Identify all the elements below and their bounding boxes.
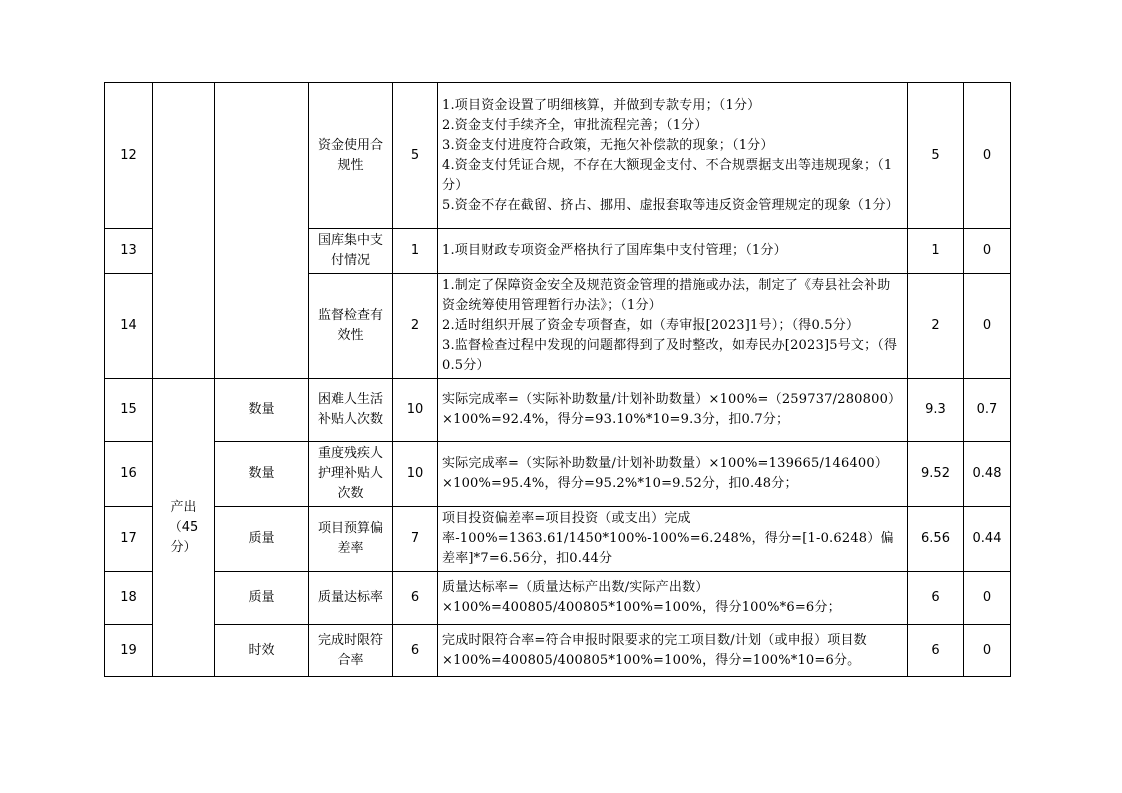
- group-output-unit: 分）: [170, 539, 197, 555]
- weight: 6: [393, 625, 438, 677]
- criteria-line: 5.资金不存在截留、挤占、挪用、虚报套取等违反资金管理规定的现象（1分）: [442, 197, 899, 213]
- criteria-line: 质量达标率=（质量达标产出数/实际产出数）×100%=400805/400805*100%=100%，得分100%*6=6分；: [442, 580, 841, 615]
- group-output-cell: [153, 379, 215, 677]
- table-row: [105, 507, 1011, 572]
- criteria-line: 项目投资偏差率=项目投资（或支出）完成率-100%=1363.61/1450*100%-100%=6.248%，得分=[1-0.6248）偏差率]*7=6.56分，扣0.44分: [442, 511, 894, 566]
- sub-category: 质量: [215, 572, 309, 625]
- criteria-cell: [438, 625, 908, 677]
- indicator-name: 完成时限符合率: [309, 625, 393, 677]
- score: 9.52: [908, 442, 964, 507]
- level1-cell-empty: [153, 83, 215, 379]
- criteria-cell: [438, 274, 908, 379]
- indicator-name: 重度残疾人护理补贴人次数: [309, 442, 393, 507]
- deduction: 0.44: [964, 507, 1011, 572]
- score: 5: [908, 83, 964, 229]
- table-row: [105, 379, 1011, 442]
- table-row: [105, 83, 1011, 229]
- criteria-cell: [438, 507, 908, 572]
- deduction: 0.7: [964, 379, 1011, 442]
- criteria-line: 1.项目财政专项资金严格执行了国库集中支付管理；（1分）: [442, 243, 787, 258]
- criteria-line: 2.适时组织开展了资金专项督查，如（寿审报[2023]1号）；（得0.5分）: [442, 318, 860, 333]
- criteria-line: 4.资金支付凭证合规，不存在大额现金支付、不合规票据支出等违规现象；（1分）: [442, 157, 893, 193]
- score: 6: [908, 572, 964, 625]
- indicator-name: 资金使用合规性: [309, 83, 393, 229]
- criteria-cell: [438, 442, 908, 507]
- deduction: 0.48: [964, 442, 1011, 507]
- criteria-cell: [438, 572, 908, 625]
- row-number: 16: [105, 442, 153, 507]
- group-output-label: 产出: [170, 499, 197, 515]
- criteria-line: 2.资金支付手续齐全，审批流程完善；（1分）: [442, 117, 708, 133]
- score: 6: [908, 625, 964, 677]
- weight: 6: [393, 572, 438, 625]
- weight: 5: [393, 83, 438, 229]
- criteria-line: 1.制定了保障资金安全及规范资金管理的措施或办法，制定了《寿县社会补助资金统筹使用管理暂行办法》；（1分）: [442, 278, 891, 313]
- deduction: 0: [964, 625, 1011, 677]
- criteria-cell: [438, 83, 908, 229]
- deduction: 0: [964, 83, 1011, 229]
- indicator-name: 质量达标率: [309, 572, 393, 625]
- sub-category: 数量: [215, 442, 309, 507]
- weight: 7: [393, 507, 438, 572]
- group-output-points: （45: [168, 519, 199, 535]
- indicator-name: 监督检查有效性: [309, 274, 393, 379]
- row-number: 19: [105, 625, 153, 677]
- weight: 10: [393, 379, 438, 442]
- criteria-line: 实际完成率=（实际补助数量/计划补助数量）×100%=（259737/280800）×100%=92.4%，得分=93.10%*10=9.3分，扣0.7分；: [442, 392, 902, 427]
- deduction: 0: [964, 572, 1011, 625]
- row-number: 18: [105, 572, 153, 625]
- table-row: [105, 442, 1011, 507]
- row-number: 13: [105, 229, 153, 274]
- indicator-name: 国库集中支付情况: [309, 229, 393, 274]
- score: 6.56: [908, 507, 964, 572]
- indicator-name: 困难人生活补贴人次数: [309, 379, 393, 442]
- table-row: [105, 625, 1011, 677]
- row-number: 17: [105, 507, 153, 572]
- row-number: 15: [105, 379, 153, 442]
- evaluation-table: [104, 82, 1011, 677]
- deduction: 0: [964, 229, 1011, 274]
- level2-cell-empty: [215, 83, 309, 379]
- criteria-line: 实际完成率=（实际补助数量/计划补助数量）×100%=139665/146400）×100%=95.4%，得分=95.2%*10=9.52分，扣0.48分；: [442, 456, 889, 491]
- criteria-line: 3.资金支付进度符合政策，无拖欠补偿款的现象；（1分）: [442, 137, 774, 153]
- criteria-line: 1.项目资金设置了明细核算，并做到专款专用；（1分）: [442, 97, 761, 113]
- weight: 1: [393, 229, 438, 274]
- row-number: 12: [105, 83, 153, 229]
- criteria-line: 完成时限符合率=符合申报时限要求的完工项目数/计划（或申报）项目数×100%=400805/400805*100%=100%，得分=100%*10=6分。: [442, 632, 867, 668]
- weight: 2: [393, 274, 438, 379]
- indicator-name: 项目预算偏差率: [309, 507, 393, 572]
- deduction: 0: [964, 274, 1011, 379]
- sub-category: 数量: [215, 379, 309, 442]
- sub-category: 质量: [215, 507, 309, 572]
- weight: 10: [393, 442, 438, 507]
- criteria-cell: [438, 379, 908, 442]
- row-number: 14: [105, 274, 153, 379]
- table-row: [105, 572, 1011, 625]
- score: 2: [908, 274, 964, 379]
- score: 9.3: [908, 379, 964, 442]
- criteria-line: 3.监督检查过程中发现的问题都得到了及时整改，如寿民办[2023]5号文；（得0.5分）: [442, 338, 898, 373]
- score: 1: [908, 229, 964, 274]
- sub-category: 时效: [215, 625, 309, 677]
- criteria-cell: [438, 229, 908, 274]
